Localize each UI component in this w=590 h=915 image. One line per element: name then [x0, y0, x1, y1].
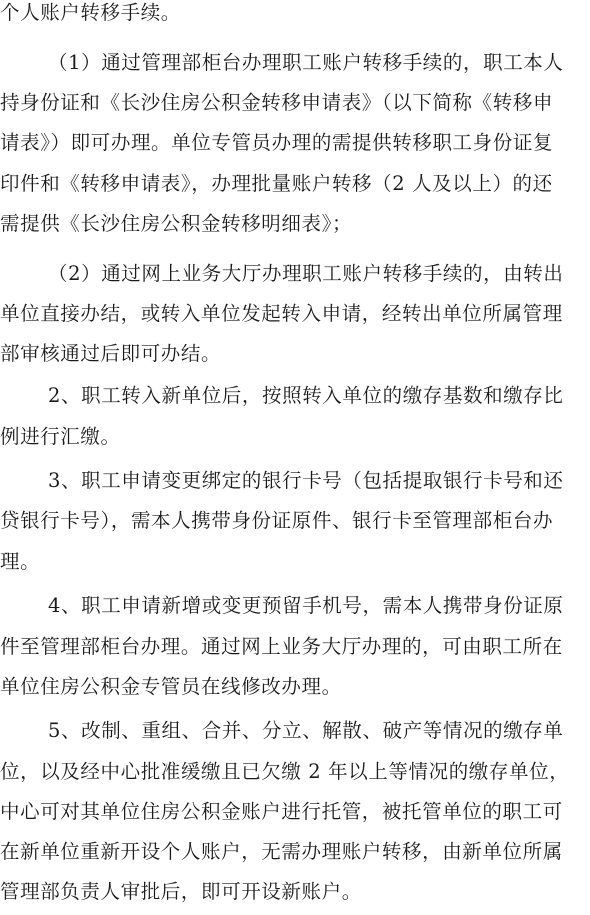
text-line-22: 管理部负责人审批后，即可开设新账户。 — [0, 880, 362, 903]
text-line-15: 4、职工申请新增或变更预留手机号，需本人携带身份证原 — [48, 594, 564, 617]
text-line-8: 单位直接办结，或转入单位发起转入申请，经转出单位所属管理 — [0, 302, 563, 325]
text-line-20: 中心可对其单位住房公积金账户进行托管，被托管单位的职工可 — [0, 800, 563, 823]
text-line-17: 单位住房公积金专管员在线修改办理。 — [0, 675, 342, 698]
text-line-18: 5、改制、重组、合并、分立、解散、破产等情况的缴存单 — [48, 719, 564, 742]
text-line-19: 位，以及经中心批准缓缴且已欠缴 2 年以上等情况的缴存单位， — [0, 760, 570, 783]
text-line-2: （1）通过管理部柜台办理职工账户转移手续的，职工本人 — [48, 51, 564, 74]
text-line-4: 请表》）即可办理。单位专管员办理的需提供转移职工身份证复 — [0, 131, 554, 154]
text-line-9: 部审核通过后即可办结。 — [0, 342, 222, 365]
text-line-7: （2）通过网上业务大厅办理职工账户转移手续的，由转出 — [48, 262, 564, 285]
text-line-3: 持身份证和《长沙住房公积金转移申请表》（以下简称《转移申 — [0, 91, 554, 114]
text-line-21: 在新单位重新开设个人账户，无需办理账户转移，由新单位所属 — [0, 840, 563, 863]
text-line-10: 2、职工转入新单位后，按照转入单位的缴存基数和缴存比 — [48, 384, 564, 407]
text-line-12: 3、职工申请变更绑定的银行卡号（包括提取银行卡号和还 — [48, 469, 564, 492]
text-line-5: 印件和《转移申请表》，办理批量账户转移（2 人及以上）的还 — [0, 172, 553, 195]
text-line-1: 个人账户转移手续。 — [0, 1, 181, 24]
text-line-11: 例进行汇缴。 — [0, 425, 121, 448]
text-line-6: 需提供《长沙住房公积金转移明细表》； — [0, 212, 353, 235]
text-line-13: 贷银行卡号），需本人携带身份证原件、银行卡至管理部柜台办 — [0, 509, 554, 532]
text-line-16: 件至管理部柜台办理。通过网上业务大厅办理的，可由职工所在 — [0, 635, 563, 658]
text-line-14: 理。 — [0, 550, 41, 573]
